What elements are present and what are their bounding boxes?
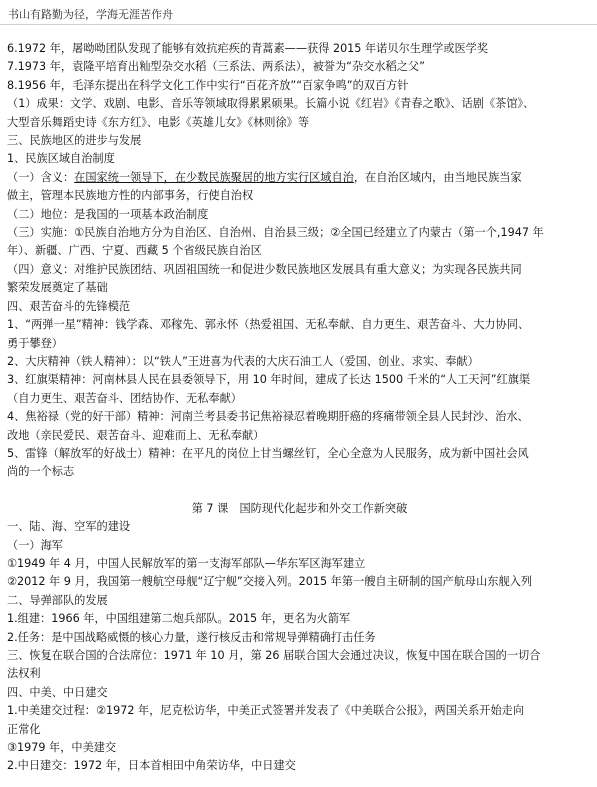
text-line: （二）地位：是我国的一项基本政治制度 [7,207,209,221]
header-rule [0,24,597,25]
text-line: 三、恢复在联合国的合法席位：1971 年 10 月，第 26 届联合国大会通过决议，恢复中国在联合国的一切合 [7,649,541,662]
meaning-rest: ，在自治区域内，由当地民族当家 [353,170,522,184]
text-line: 2.中日建交：1972 年，日本首相田中角荣访华，中日建交 [7,759,296,773]
text-line: 年）、新疆、广西、宁夏、西藏 5 个省级民族自治区 [7,244,262,258]
section-heading: 四、艰苦奋斗的先锋模范 [7,299,131,313]
text-line: 勇于攀登） [7,336,63,350]
text-line: （自力更生、艰苦奋斗、团结协作、无私奉献） [7,391,242,405]
text-line: 1、“两弹一星”精神：钱学森、邓稼先、郭永怀（热爱祖国、无私奉献、自力更生、艰苦奋斗、大力协同、 [7,318,530,332]
section-heading: 二、导弹部队的发展 [7,593,108,607]
meaning-underlined: 在国家统一领导下，在少数民族聚居的地方实行区域自治 [74,170,354,184]
document-body [7,40,592,776]
text-line: 尚的一个标志 [7,465,75,479]
meaning-prefix: （一）含义： [7,170,75,184]
section-heading: 三、民族地区的进步与发展 [7,134,142,148]
chapter-title: 第 7 课 国防现代化起步和外交工作新突破 [191,501,408,515]
text-line: 8.1956 年，毛泽东提出在科学文化工作中实行“百花齐放”“百家争鸣”的双百方针 [7,78,409,92]
text-line: （1）成果：文学、戏剧、电影、音乐等领域取得累累硕果。长篇小说《红岩》《青春之歌》、话剧《茶馆》、 [7,97,535,111]
text-line: 正常化 [7,722,41,736]
text-line: 做主，管理本民族地方性的内部事务，行使自治权 [7,189,254,203]
text-line: 大型音乐舞蹈史诗《东方红》、电影《英雄儿女》《林则徐》等 [7,115,310,129]
text-line: 7.1973 年，袁隆平培育出籼型杂交水稻（三系法、两系法），被誉为“杂交水稻之父” [7,60,425,74]
text-line: ②2012 年 9 月，我国第一艘航空母舰“辽宁舰”交接入列。2015 年第一艘自主研制的国产航母山东舰入列 [7,575,533,589]
section-heading: 一、陆、海、空军的建设 [7,520,131,534]
subsection-heading: （一）海军 [7,538,63,552]
text-line-meaning [7,169,592,187]
text-line: 1.中美建交过程：②1972 年，尼克松访华，中美正式签署并发表了《中美联合公报》，两国关系开始走向 [7,704,525,718]
text-line: ③1979 年，中美建交 [7,741,117,755]
text-line: 6.1972 年，屠呦呦团队发现了能够有效抗疟疾的青蒿素——获得 2015 年诺贝尔生理学或医学奖 [7,42,489,55]
text-line: ①1949 年 4 月，中国人民解放军的第一支海军部队—华东军区海军建立 [7,556,366,570]
text-line: 繁荣发展奠定了基础 [7,281,108,295]
text-line: 1.组建：1966 年，中国组建第二炮兵部队。2015 年，更名为火箭军 [7,612,351,626]
text-line: 4、焦裕禄（党的好干部）精神：河南兰考县委书记焦裕禄忍着晚期肝癌的疼痛带领全县人民封沙、治水、 [7,410,529,424]
section-heading: 四、中美、中日建交 [7,685,108,699]
text-line: 改地（亲民爱民、艰苦奋斗、迎难而上、无私奉献） [7,428,265,442]
text-line: 3、红旗渠精神：河南林县人民在县委领导下，用 10 年时间，建成了长达 1500 千米的“人工天河”红旗渠 [7,373,531,387]
text-line: 2、大庆精神（铁人精神）：以“铁人”王进喜为代表的大庆石油工人（爱国、创业、求实、奉献） [7,354,479,368]
text-line: （三）实施：①民族自治地方分为自治区、自治州、自治县三级；②全国已经建立了内蒙古（第一个,1947 年 [7,226,544,240]
text-line: （四）意义：对维护民族团结、巩固祖国统一和促进少数民族地区发展具有重大意义；为实现各民族共同 [7,262,522,276]
subsection-heading: 1、民族区域自治制度 [7,152,115,166]
header-motto: 书山有路勤为径，学海无涯苦作舟 [8,8,173,21]
text-line: 2.任务：是中国战略威慑的核心力量，遂行核反击和常规导弹精确打击任务 [7,630,376,644]
text-line: 5、雷锋（解放军的好战士）精神：在平凡的岗位上甘当螺丝钉，全心全意为人民服务，成为新中国社会风 [7,446,529,460]
text-line: 法权利 [7,667,41,681]
